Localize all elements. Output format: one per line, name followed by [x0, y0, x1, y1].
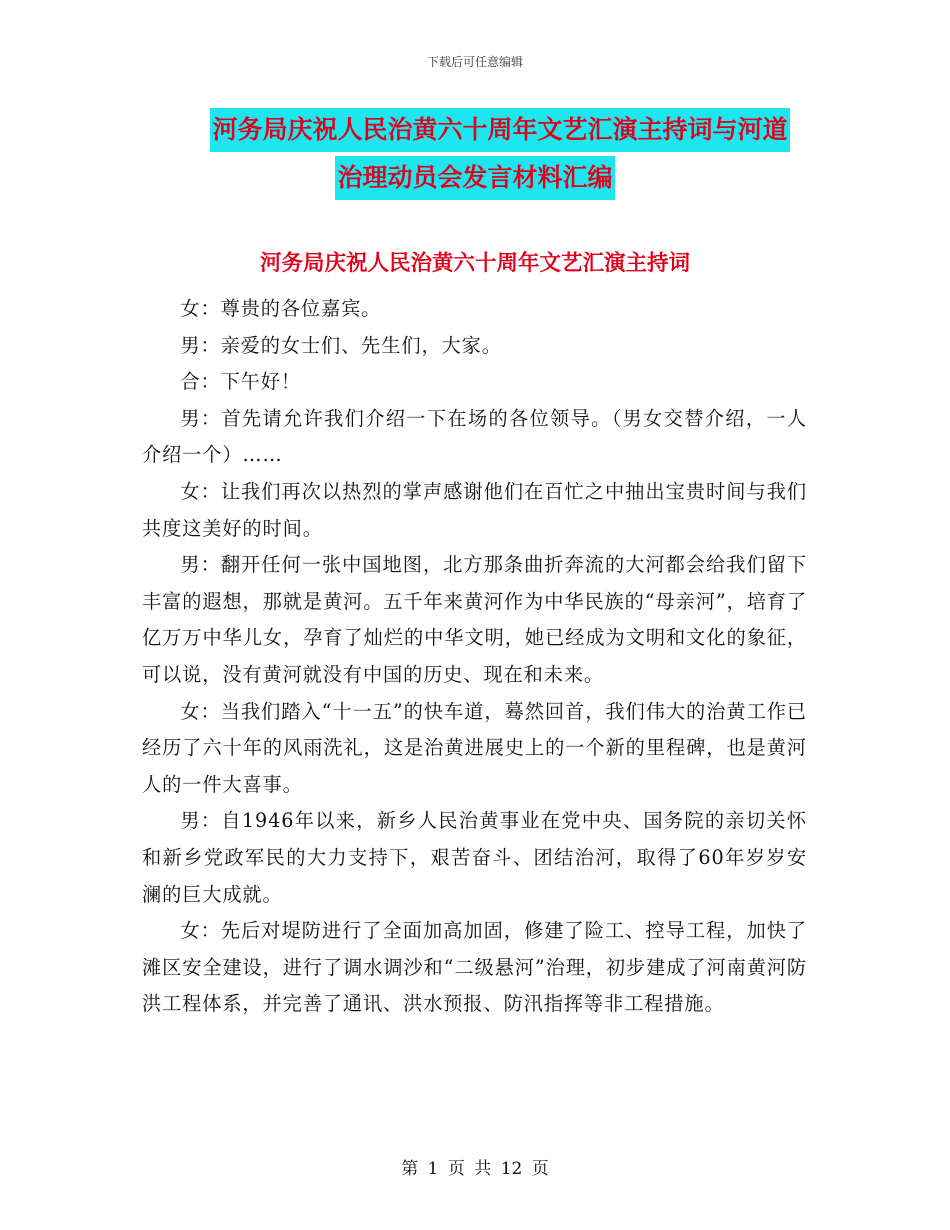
section-title: 河务局庆祝人民治黄六十周年文艺汇演主持词	[259, 251, 690, 276]
document-body	[142, 291, 807, 1023]
paragraph: 男：翻开任何一张中国地图，北方那条曲折奔流的大河都会给我们留下丰富的遐想，那就是黄河。五千年来黄河作为中华民族的“母亲河”，培育了亿万万中华儿女，孕育了灿烂的中华文明，她已经成为文明和文化的象征，可以说，没有黄河就没有中国的历史、现在和未来。	[142, 553, 807, 686]
title-line-2: 治理动员会发言材料汇编	[335, 156, 614, 200]
paragraph: 女：让我们再次以热烈的掌声感谢他们在百忙之中抽出宝贵时间与我们共度这美好的时间。	[142, 479, 807, 540]
title-line-1: 河务局庆祝人民治黄六十周年文艺汇演主持词与河道	[210, 108, 789, 152]
paragraph: 男：自1946年以来，新乡人民治黄事业在党中央、国务院的亲切关怀和新乡党政军民的大力支持下，艰苦奋斗、团结治河，取得了60年岁岁安澜的巨大成就。	[142, 809, 807, 906]
paragraph: 女：当我们踏入“十一五”的快车道，蓦然回首，我们伟大的治黄工作已经历了六十年的风雨洗礼，这是治黄进展史上的一个新的里程碑，也是黄河人的一件大喜事。	[142, 699, 807, 796]
header-note: 下载后可任意编辑	[426, 55, 523, 69]
paragraph: 女：尊贵的各位嘉宾。	[180, 297, 382, 320]
paragraph: 男：亲爱的女士们、先生们，大家。	[180, 333, 502, 357]
page-footer: 第 1 页 共 12 页	[401, 1159, 549, 1179]
paragraph: 男：首先请允许我们介绍一下在场的各位领导。（男女交替介绍，一人介绍一个）……	[142, 406, 807, 467]
paragraph: 女：先后对堤防进行了全面加高加固，修建了险工、控导工程，加快了滩区安全建设，进行了调水调沙和“二级悬河”治理，初步建成了河南黄河防洪工程体系，并完善了通讯、洪水预报、防汛指挥等非工程措施。	[142, 919, 807, 1016]
document-title	[140, 108, 810, 204]
paragraph: 合：下午好！	[180, 370, 301, 394]
